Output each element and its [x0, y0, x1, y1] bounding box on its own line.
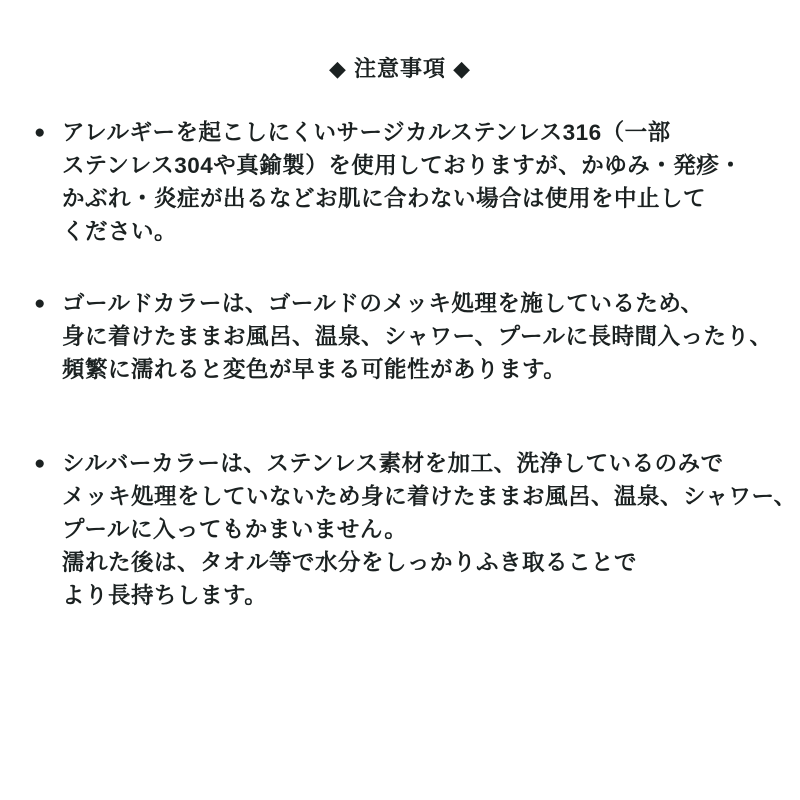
- notice-item-gold: [34, 287, 792, 386]
- notice-line: シルバーカラーは、ステンレス素材を加工、洗浄しているのみで: [62, 451, 724, 476]
- notice-text-allergy: [62, 116, 792, 248]
- notice-text-silver: [62, 447, 797, 612]
- bullet-icon: ●: [34, 293, 46, 314]
- notice-line: ステンレス304や真鍮製）を使用しておりますが、かゆみ・発疹・: [62, 153, 743, 178]
- notice-item-allergy: [34, 116, 792, 248]
- notice-line: アレルギーを起こしにくいサージカルステンレス316（一部: [62, 120, 671, 145]
- notice-line: メッキ処理をしていないため身に着けたままお風呂、温泉、シャワー、: [62, 484, 797, 509]
- notice-line: 頻繁に濡れると変色が早まる可能性があります。: [62, 357, 567, 382]
- notice-line: 濡れた後は、タオル等で水分をしっかりふき取ることで: [62, 550, 638, 575]
- notice-line: 身に着けたままお風呂、温泉、シャワー、プールに長時間入ったり、: [62, 324, 773, 349]
- bullet-icon: ●: [34, 453, 46, 474]
- page-title: ◆ 注意事項 ◆: [328, 56, 472, 81]
- bullet-icon: ●: [34, 122, 46, 143]
- notice-line: かぶれ・炎症が出るなどお肌に合わない場合は使用を中止して: [62, 186, 707, 211]
- notice-line: ゴールドカラーは、ゴールドのメッキ処理を施しているため、: [62, 291, 704, 316]
- notice-text-gold: [62, 287, 792, 386]
- notice-line: ください。: [62, 219, 178, 244]
- notice-line: より長持ちします。: [62, 583, 268, 608]
- notice-line: プールに入ってもかまいません。: [62, 517, 408, 542]
- notice-item-silver: [34, 447, 797, 612]
